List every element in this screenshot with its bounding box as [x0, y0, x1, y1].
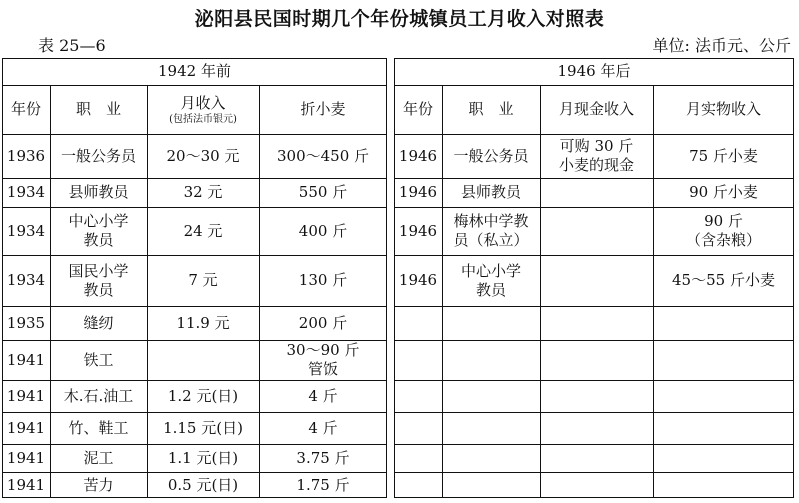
right-row-job: 一般公务员: [453, 146, 529, 165]
left-row-job: 一般公务员: [60, 146, 136, 165]
left-row-year: 1934: [6, 183, 46, 201]
left-row-wheat: 200 斤: [298, 313, 348, 332]
right-row-divider: [394, 380, 794, 381]
left-header-income: [147, 85, 259, 134]
left-header-job: 职 业: [75, 100, 121, 118]
left-row-income: 1.15 元(日): [163, 418, 243, 437]
table-number: 表 25—6: [38, 36, 106, 55]
right-row-divider: [394, 444, 794, 445]
left-row-job: 县师教员: [68, 183, 129, 201]
right-row-goods: 90 斤 （含杂粮）: [685, 212, 761, 249]
left-row-job: 泥工: [83, 448, 114, 467]
left-row-wheat: 550 斤: [298, 183, 348, 201]
left-group-header: 1942 年前: [158, 62, 231, 80]
left-row-year: 1936: [6, 146, 46, 165]
left-row-year: 1941: [6, 475, 46, 494]
left-header-wheat: 折小麦: [300, 100, 346, 118]
left-row-income: 11.9 元: [176, 313, 230, 332]
left-row-job: 缝纫: [83, 313, 114, 332]
left-row-wheat: 1.75 斤: [296, 475, 350, 494]
right-row-job: 县师教员: [460, 183, 521, 201]
right-row-job: 梅林中学教 员（私立）: [453, 212, 529, 249]
right-header-year: 年份: [402, 100, 433, 118]
right-header-cash: 月现金收入: [558, 100, 634, 118]
page-title: 泌阳县民国时期几个年份城镇员工月收入对照表: [194, 8, 605, 30]
left-row-year: 1941: [6, 448, 46, 467]
unit-note: 单位: 法币元、公斤: [652, 36, 791, 55]
left-row-job: 苦力: [83, 475, 114, 494]
left-row-income: 0.5 元(日): [167, 475, 239, 494]
left-row-wheat: 130 斤: [298, 271, 348, 289]
left-row-income: 1.1 元(日): [167, 448, 239, 467]
left-header-year: 年份: [10, 100, 41, 118]
left-row-job: 竹、鞋工: [68, 418, 129, 437]
left-row-wheat: 400 斤: [298, 221, 348, 240]
left-row-year: 1934: [6, 271, 46, 289]
left-row-wheat: 4 斤: [308, 386, 338, 405]
left-row-job: 铁工: [83, 350, 114, 369]
right-row-goods: 45～55 斤小麦: [672, 271, 775, 289]
left-row-job: 木.石.油工: [63, 386, 134, 405]
right-row-cash: 可购 30 斤 小麦的现金: [558, 137, 634, 174]
left-row-job: 国民小学 教员: [68, 261, 129, 299]
right-row-divider: [394, 412, 794, 413]
left-row-income: [147, 340, 259, 380]
left-row-income: 24 元: [183, 221, 223, 240]
income-table: [2, 58, 794, 498]
left-row-wheat: 3.75 斤: [296, 448, 350, 467]
right-row-cash: [540, 255, 653, 306]
right-row-divider: [394, 340, 794, 341]
right-header-goods: 月实物收入: [685, 100, 761, 118]
right-row-job: 中心小学 教员: [460, 261, 521, 299]
left-row-year: 1941: [6, 386, 46, 405]
right-row-divider: [394, 306, 794, 307]
right-group-header: 1946 年后: [557, 62, 631, 80]
left-row-wheat: 30～90 斤 管饭: [286, 341, 360, 378]
right-row-cash: [540, 178, 653, 207]
left-row-wheat: 300～450 斤: [276, 146, 370, 165]
left-row-wheat: 4 斤: [308, 418, 338, 437]
right-row-goods: 90 斤小麦: [689, 183, 758, 201]
right-row-divider: [394, 472, 794, 473]
left-row-income: 32 元: [183, 183, 223, 201]
right-row-year: 1946: [398, 221, 438, 240]
left-row-year: 1934: [6, 221, 46, 240]
income-header-label: 月收入: [180, 93, 226, 112]
right-header-job: 职 业: [468, 100, 514, 118]
left-row-income: 1.2 元(日): [167, 386, 239, 405]
right-row-goods: 75 斤小麦: [689, 146, 758, 165]
right-row-year: 1946: [398, 271, 438, 289]
right-row-year: 1946: [398, 183, 438, 201]
left-row-year: 1941: [6, 350, 46, 369]
left-row-income: 7 元: [188, 271, 218, 289]
right-row-cash: [540, 207, 653, 255]
left-row-year: 1941: [6, 418, 46, 437]
income-header-note: (包括法币银元): [169, 113, 237, 125]
left-row-income: 20～30 元: [166, 146, 240, 165]
left-row-job: 中心小学 教员: [68, 212, 129, 249]
left-row-year: 1935: [6, 313, 46, 332]
right-row-year: 1946: [398, 146, 438, 165]
